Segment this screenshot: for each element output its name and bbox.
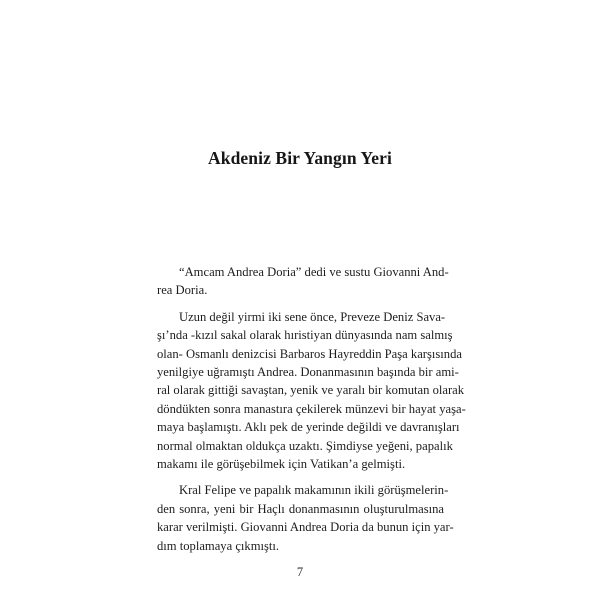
- text-line: rea Doria.: [157, 283, 208, 298]
- text-line: normal olmaktan oldukça uzaktı. Şimdiyse yeğeni, papalık: [157, 438, 453, 453]
- text-line: döndükten sonra manastıra çekilerek münzevi bir hayat yaşa-: [157, 401, 466, 416]
- page-number: 7: [296, 565, 304, 579]
- text-line: yenilgiye uğramıştı Andrea. Donanmasının başında bir ami-: [157, 365, 459, 380]
- text-line: Kral Felipe ve papalık makamının ikili görüşmelerin-: [179, 483, 449, 498]
- text-line: den sonra, yeni bir Haçlı donanmasının oluşturulmasına: [157, 501, 444, 516]
- text-line: şı’nda -kızıl sakal olarak hıristiyan dünyasında nam salmış: [157, 328, 453, 343]
- text-line: olan- Osmanlı denizcisi Barbaros Hayreddin Paşa karşısında: [157, 346, 462, 361]
- text-line: maya başlamıştı. Aklı pek de yerinde değildi ve davranışları: [157, 420, 460, 435]
- chapter-body: [157, 263, 466, 555]
- paragraph-1: [157, 263, 449, 300]
- text-line: Uzun değil yirmi iki sene önce, Preveze Deniz Sava-: [179, 309, 446, 324]
- text-line: makamı ile görüşebilmek için Vatikan’a gelmişti.: [157, 457, 406, 472]
- text-line: “Amcam Andrea Doria” dedi ve sustu Giovanni And-: [179, 265, 449, 279]
- chapter-title: Akdeniz Bir Yangın Yeri: [208, 148, 392, 168]
- paragraph-2: [157, 308, 466, 474]
- text-line: dım toplamaya çıkmıştı.: [157, 538, 280, 553]
- text-line: karar verilmişti. Giovanni Andrea Doria da bunun için yar-: [157, 520, 454, 535]
- paragraph-3: [157, 481, 454, 555]
- text-line: ral olarak gittiği savaştan, yenik ve yaralı bir komutan olarak: [157, 383, 465, 398]
